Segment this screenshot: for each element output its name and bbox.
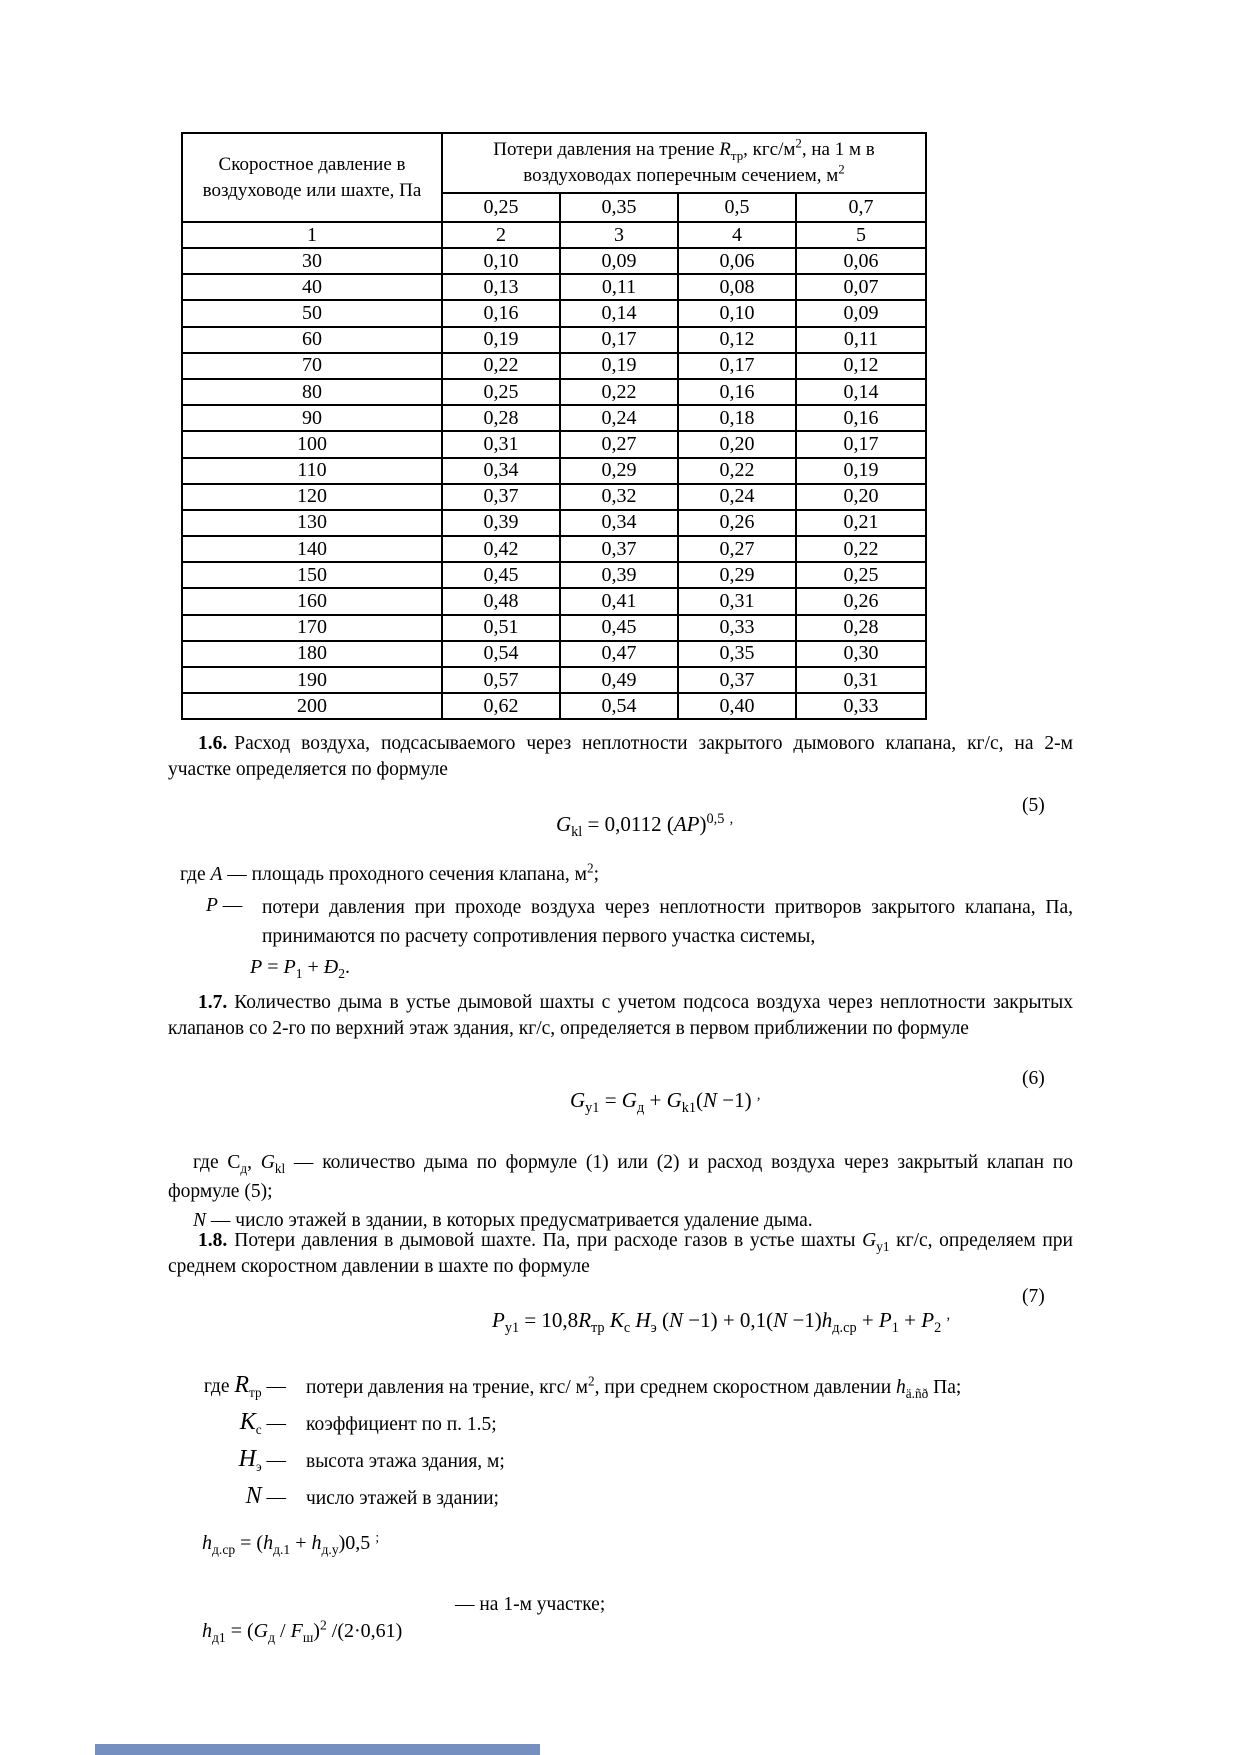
table-cell: 0,40 (678, 693, 796, 719)
table-cell: 4 (678, 222, 796, 248)
table-cell: 0,41 (560, 588, 678, 614)
table-cell: 170 (182, 615, 442, 641)
table-cell: 190 (182, 667, 442, 693)
definition-term: где $R_{тр}$ — (203, 1372, 286, 1400)
definition-term: P — (206, 895, 243, 916)
pressure-table (181, 132, 927, 720)
formula-7: $P_{у1} = 10,8R_{тр}$ $K_с$ $H_э$ $(N -1) + 0,1(N -1)h_{д.ср} + P_1 + P_2$ , (492, 1307, 951, 1337)
table-cell: 0,42 (442, 536, 560, 562)
formula-P-sum: $P = P_1$ + $Đ_2$. (250, 956, 351, 981)
table-subheader: 0,35 (560, 193, 678, 222)
table-cell: 0,11 (560, 274, 678, 300)
table-row (182, 405, 926, 431)
table-cell: 110 (182, 458, 442, 484)
table-cell: 0,45 (442, 562, 560, 588)
table-cell: 0,09 (560, 248, 678, 274)
table-cell: 30 (182, 248, 442, 274)
definition-N: N — число этажей в здании, в которых предусматривается удаление дыма. (193, 1210, 813, 1231)
definition-A: где A — площадь проходного сечения клапана, $м^2$; (180, 860, 599, 885)
table-cell: 0,51 (442, 615, 560, 641)
pressure-table-wrap (181, 132, 927, 720)
formula-h-d1: $h_{д1} = (G_д / F_ш)^2$ /(2·0,61) (202, 1617, 403, 1645)
table-cell: 0,09 (796, 300, 926, 326)
table-cell: 0,35 (678, 641, 796, 667)
table-cell: 0,10 (678, 300, 796, 326)
table-cell: 0,22 (442, 353, 560, 379)
table-cell: 0,06 (796, 248, 926, 274)
paragraph-1-8 (168, 1228, 1073, 1280)
paragraph-number: 1.8. (198, 1230, 228, 1251)
table-cell: 0,20 (678, 431, 796, 457)
table-cell: 0,27 (678, 536, 796, 562)
table-subheader: 0,7 (796, 193, 926, 222)
table-cell: 0,39 (442, 510, 560, 536)
table-cell: 0,12 (796, 353, 926, 379)
bottom-blue-strip (95, 1744, 540, 1755)
table-cell: 0,16 (678, 379, 796, 405)
table-cell: 5 (796, 222, 926, 248)
definition-N (168, 1483, 1073, 1512)
table-cell: 0,16 (442, 300, 560, 326)
definition-Kc (168, 1409, 1073, 1438)
table-cell: 0,12 (678, 327, 796, 353)
definition-term: $H_э$ — (238, 1446, 286, 1474)
table-cell: 0,14 (560, 300, 678, 326)
paragraph-number: 1.7. (198, 992, 228, 1013)
definition-text: высота этажа здания, м; (306, 1451, 505, 1472)
table-cell: 0,37 (442, 484, 560, 510)
table-row (182, 510, 926, 536)
definition-term: N — (245, 1483, 286, 1509)
formula-h-avg: $h_{д.ср} = (h_{д.1} + h_{д.у})0,5$ ; (202, 1529, 380, 1557)
table-cell: 0,14 (796, 379, 926, 405)
table-cell: 0,54 (560, 693, 678, 719)
paragraph-1-6 (168, 731, 1073, 783)
definition-text: коэффициент по п. 1.5; (306, 1414, 497, 1435)
table-cell: 140 (182, 536, 442, 562)
table-cell: 150 (182, 562, 442, 588)
definition-He (168, 1446, 1073, 1475)
table-subheader: 0,5 (678, 193, 796, 222)
table-cell: 0,07 (796, 274, 926, 300)
table-cell: 0,62 (442, 693, 560, 719)
table-cell: 0,37 (560, 536, 678, 562)
table-cell: 0,31 (796, 667, 926, 693)
table-cell: 0,28 (442, 405, 560, 431)
table-body (182, 248, 926, 719)
table-row (182, 379, 926, 405)
paragraph-text: Расход воздуха, подсасываемого через неплотности закрытого дымового клапана, кг/с, на 2-м участке определяется по формуле (168, 733, 1073, 780)
where-block-1-6 (168, 862, 1073, 980)
formula-6-number: (6) (1022, 1068, 1045, 1089)
table-cell: 200 (182, 693, 442, 719)
table-row (182, 588, 926, 614)
table-cell: 0,19 (796, 458, 926, 484)
table-cell: 0,25 (796, 562, 926, 588)
table-row (182, 248, 926, 274)
definition-Rtr (168, 1372, 1073, 1401)
table-cell: 0,08 (678, 274, 796, 300)
table-cell: 0,25 (442, 379, 560, 405)
table-cell: 0,34 (560, 510, 678, 536)
table-cell: 3 (560, 222, 678, 248)
table-cell: 0,30 (796, 641, 926, 667)
table-cell: 0,57 (442, 667, 560, 693)
table-row (182, 431, 926, 457)
table-cell: 120 (182, 484, 442, 510)
definition-text: потери давления на трение, кгс/ $м^2$, при среднем скоростном давлении $h_{ä.ñð}$ Па; (306, 1373, 962, 1401)
table-cell: 70 (182, 353, 442, 379)
table-cell: 0,29 (678, 562, 796, 588)
table-cell: 0,27 (560, 431, 678, 457)
table-cell: 0,47 (560, 641, 678, 667)
formula-5-number: (5) (1022, 795, 1045, 816)
where-block-1-7 (168, 1148, 1073, 1234)
note-first-section: — на 1-м участке; (455, 1594, 606, 1615)
table-cell: 0,28 (796, 615, 926, 641)
table-cell: 0,34 (442, 458, 560, 484)
table-cell: 0,22 (560, 379, 678, 405)
formula-7-number: (7) (1022, 1286, 1045, 1307)
table-cell: 0,19 (560, 353, 678, 379)
table-cell: 1 (182, 222, 442, 248)
table-cell: 0,21 (796, 510, 926, 536)
table-cell: 0,37 (678, 667, 796, 693)
table-cell: 80 (182, 379, 442, 405)
table-cell: 0,22 (678, 458, 796, 484)
table-cell: 0,11 (796, 327, 926, 353)
table-cell: 0,33 (678, 615, 796, 641)
table-cell: 0,13 (442, 274, 560, 300)
table-cell: 0,17 (796, 431, 926, 457)
table-row (182, 615, 926, 641)
table-cell: 0,06 (678, 248, 796, 274)
table-row (182, 300, 926, 326)
table-cell: 40 (182, 274, 442, 300)
formula-5: $G_{kl} = 0,0112$ (AP)$^{0,5}$ , (556, 811, 734, 841)
table-cell: 50 (182, 300, 442, 326)
formula-6: $G_{у1} = G_д + G_{k1}(N -1)$ , (570, 1087, 761, 1117)
paragraph-number: 1.6. (198, 733, 228, 754)
table-cell: 0,26 (678, 510, 796, 536)
table-cell: 0,39 (560, 562, 678, 588)
definition-P (180, 893, 1073, 951)
table-cell: 0,54 (442, 641, 560, 667)
table-cell: 0,33 (796, 693, 926, 719)
table-row (182, 484, 926, 510)
table-cell: 0,20 (796, 484, 926, 510)
table-row (182, 274, 926, 300)
table-cell: 0,19 (442, 327, 560, 353)
table-numbering-row (182, 222, 926, 248)
table-row (182, 458, 926, 484)
table-cell: 0,48 (442, 588, 560, 614)
table-cell: 100 (182, 431, 442, 457)
paragraph-text: Количество дыма в устье дымовой шахты с учетом подсоса воздуха через неплотности закрытых клапанов со 2-го по верхний этаж здания, кг/с, определяется в первом приближении по формуле (168, 992, 1073, 1039)
table-cell: 90 (182, 405, 442, 431)
table-row (182, 536, 926, 562)
table-cell: 0,26 (796, 588, 926, 614)
table-cell: 0,18 (678, 405, 796, 431)
table-row (182, 327, 926, 353)
table-cell: 0,16 (796, 405, 926, 431)
table-cell: 0,24 (560, 405, 678, 431)
table-cell: 0,17 (678, 353, 796, 379)
table-cell: 0,32 (560, 484, 678, 510)
table-cell: 60 (182, 327, 442, 353)
table-cell: 0,45 (560, 615, 678, 641)
table-cell: 0,31 (678, 588, 796, 614)
where-block-1-8 (168, 1372, 1073, 1520)
definition-Gd-Gkl: где $С_д$, $G_{kl}$ — количество дыма по формуле (1) или (2) и расход воздуха через закрытый клапан по формуле (5); (168, 1152, 1073, 1202)
table-row (182, 353, 926, 379)
table-row (182, 641, 926, 667)
table-header-friction-loss: Потери давления на трение $R_{тр}$, кгс/$м^2$, на 1 м в воздуховодах поперечным сечением, $м^2$ (442, 133, 926, 193)
definition-text: потери давления при проходе воздуха через неплотности притворов закрытого клапана, Па, принимаются по расчету сопротивления первого участка системы, (262, 897, 1073, 947)
table-cell: 0,17 (560, 327, 678, 353)
paragraph-text: Потери давления в дымовой шахте. Па, при расходе газов в устье шахты $G_{у1}$ кг/с, определяем при среднем скоростном давлении в шахте по формуле (168, 1230, 1073, 1277)
table-row (182, 667, 926, 693)
table-cell: 2 (442, 222, 560, 248)
table-cell: 0,22 (796, 536, 926, 562)
table-cell: 160 (182, 588, 442, 614)
table-row (182, 562, 926, 588)
definition-term: $K_с$ — (239, 1409, 286, 1437)
table-cell: 0,31 (442, 431, 560, 457)
definition-text: число этажей в здании; (306, 1488, 499, 1509)
table-cell: 130 (182, 510, 442, 536)
paragraph-1-7 (168, 990, 1073, 1042)
table-cell: 0,24 (678, 484, 796, 510)
table-cell: 0,10 (442, 248, 560, 274)
table-cell: 0,49 (560, 667, 678, 693)
table-row (182, 693, 926, 719)
table-header-velocity-pressure: Скоростное давление в воздуховоде или шахте, Па (182, 133, 442, 222)
table-subheader: 0,25 (442, 193, 560, 222)
table-cell: 0,29 (560, 458, 678, 484)
table-cell: 180 (182, 641, 442, 667)
